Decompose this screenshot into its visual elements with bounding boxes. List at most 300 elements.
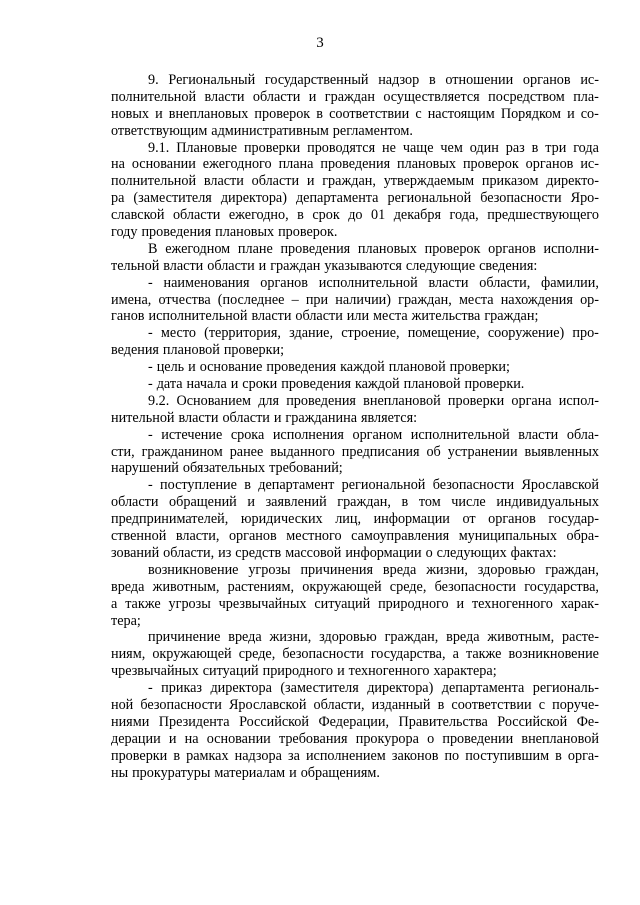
- text-word: ственной: [111, 528, 167, 545]
- text-word: государства,: [524, 578, 599, 595]
- text-word: природного: [262, 663, 334, 680]
- text-line: [111, 89, 599, 106]
- text-word: безопасности: [140, 696, 222, 713]
- text-word: исполни-: [543, 240, 599, 257]
- text-line: [111, 511, 599, 528]
- text-word: дата: [156, 376, 183, 393]
- text-word: настоящим: [427, 105, 495, 122]
- text-word: жительства: [411, 308, 481, 325]
- text-word: информации: [345, 544, 422, 561]
- text-word: сти,: [111, 443, 135, 460]
- text-word: ис-: [580, 156, 599, 173]
- text-word: директора): [220, 190, 287, 207]
- text-word: ежегодном: [165, 240, 231, 257]
- text-word: гражданина: [285, 409, 358, 426]
- text-word: проведения: [266, 359, 337, 376]
- text-word: угрозы: [248, 561, 291, 578]
- text-word: 9.: [148, 72, 159, 88]
- text-word: органов: [260, 274, 308, 291]
- text-line: [111, 241, 599, 258]
- text-word: Фе-: [576, 713, 599, 730]
- text-word: в: [316, 105, 323, 122]
- text-word: информации: [373, 511, 450, 528]
- text-word: соответствии: [451, 696, 532, 713]
- text-word: также: [465, 646, 502, 663]
- text-word: ор-: [580, 291, 599, 308]
- text-word: истечение: [161, 426, 223, 443]
- text-word: -: [148, 680, 153, 697]
- text-word: среде,: [389, 578, 427, 595]
- text-word: органа: [511, 392, 552, 409]
- text-word: проводятся: [307, 139, 376, 156]
- text-word: сооружение): [487, 325, 565, 342]
- text-word: возникновение: [148, 561, 239, 578]
- text-word: материалам: [214, 764, 286, 781]
- text-word: лиц,: [335, 511, 362, 528]
- text-word: государственный: [264, 72, 369, 88]
- text-word: ганов: [111, 308, 145, 325]
- text-word: обращениям.: [300, 764, 380, 781]
- text-line: [111, 224, 599, 241]
- text-word: срока: [230, 426, 265, 443]
- text-word: чаще: [402, 139, 434, 156]
- text-word: обращений: [169, 494, 237, 511]
- text-word: основание: [199, 359, 263, 376]
- text-word: власти,: [175, 528, 220, 545]
- text-line: [111, 258, 599, 275]
- text-word: требований;: [269, 460, 343, 477]
- text-word: области: [251, 173, 300, 190]
- text-line: [111, 140, 599, 157]
- text-word: ежегодно,: [228, 207, 289, 224]
- text-line: [111, 663, 599, 680]
- text-word: осуществляется: [383, 88, 480, 105]
- text-word: органов: [522, 72, 571, 88]
- text-word: Ярославской: [228, 696, 307, 713]
- text-word: исполнительной: [148, 308, 248, 325]
- text-word: проверок: [462, 156, 519, 173]
- text-word: расте-: [562, 629, 599, 646]
- text-word: плана: [278, 156, 314, 173]
- text-word: плановых: [215, 224, 275, 241]
- text-word: (территория,: [204, 325, 281, 342]
- text-word: плановой: [388, 359, 446, 376]
- text-word: три: [545, 139, 567, 156]
- text-word: рамках: [186, 747, 229, 764]
- text-word: проверок: [424, 240, 481, 257]
- text-word: области: [111, 494, 159, 511]
- text-line: [111, 292, 599, 309]
- text-word: и: [289, 764, 297, 781]
- text-line: [111, 460, 599, 477]
- text-word: жизни,: [269, 629, 312, 646]
- text-word: также: [125, 595, 161, 612]
- text-word: предписания: [341, 443, 420, 460]
- text-word: граждан,: [398, 291, 452, 308]
- text-word: административным: [211, 122, 329, 139]
- text-line: [111, 207, 599, 224]
- text-word: (заместителя: [133, 190, 212, 207]
- text-word: строение,: [341, 325, 400, 342]
- text-word: граждан,: [384, 629, 439, 646]
- text-word: и: [230, 376, 239, 393]
- text-word: -: [148, 376, 153, 393]
- text-word: власти: [203, 173, 244, 190]
- text-word: животным,: [152, 578, 220, 595]
- text-line: [111, 697, 599, 714]
- text-word: указываются: [324, 257, 402, 274]
- text-line: [111, 714, 599, 731]
- text-word: раз: [505, 139, 525, 156]
- text-word: внеплановой: [363, 392, 441, 409]
- text-word: власти: [428, 274, 469, 291]
- text-word: внеплановой: [521, 730, 599, 747]
- text-word: следующих: [436, 544, 507, 561]
- text-word: граждан: [270, 257, 321, 274]
- text-word: и: [306, 173, 315, 190]
- text-word: начала: [186, 376, 227, 393]
- text-word: техногенного: [471, 595, 553, 612]
- text-word: плановых: [397, 156, 457, 173]
- text-word: от: [462, 511, 476, 528]
- text-word: плановой: [162, 342, 220, 359]
- text-word: в: [555, 747, 562, 764]
- text-word: плане: [237, 240, 273, 257]
- text-word: вреда: [446, 629, 480, 646]
- text-word: ведения: [111, 342, 159, 359]
- text-word: о: [425, 544, 433, 561]
- text-word: в: [531, 139, 539, 156]
- text-word: и: [247, 494, 255, 511]
- text-word: (заместителя: [280, 680, 359, 697]
- text-word: сроки: [242, 376, 278, 393]
- text-word: ситуаций: [202, 663, 259, 680]
- text-word: проверки: [111, 747, 168, 764]
- text-word: директора: [210, 680, 272, 697]
- text-word: предпринимателей,: [111, 511, 229, 528]
- text-word: государства,: [370, 646, 446, 663]
- text-word: испол-: [558, 392, 599, 409]
- text-word: причинения: [300, 561, 374, 578]
- text-word: граждан,: [545, 561, 599, 578]
- text-line: [111, 190, 599, 207]
- text-word: области: [222, 409, 270, 426]
- text-word: фактах:: [510, 544, 557, 561]
- text-word: нахождения: [500, 291, 573, 308]
- text-word: Яро-: [570, 190, 599, 207]
- text-word: обла-: [566, 426, 599, 443]
- text-word: региональной: [387, 190, 472, 207]
- text-word: до: [348, 207, 363, 224]
- text-word: ответствующим: [111, 122, 208, 139]
- text-word: проверки: [447, 392, 505, 409]
- page-number: 3: [316, 35, 324, 51]
- text-word: прокуратуры: [132, 764, 211, 781]
- text-word: отношении: [445, 72, 514, 88]
- text-word: утверждаемым: [383, 173, 475, 190]
- text-word: -: [148, 426, 153, 443]
- text-word: Российской: [497, 713, 568, 730]
- text-word: проведения: [320, 156, 391, 173]
- text-word: ис-: [580, 72, 599, 88]
- text-word: году: [111, 224, 138, 241]
- text-word: регламентом.: [332, 122, 413, 139]
- text-word: и: [308, 88, 317, 105]
- text-word: из: [218, 544, 232, 561]
- text-word: основании: [131, 156, 196, 173]
- text-word: и: [337, 663, 345, 680]
- text-word: каждой: [340, 359, 385, 376]
- text-line: [111, 427, 599, 444]
- text-word: проверки.: [464, 376, 525, 393]
- text-word: средств: [235, 544, 282, 561]
- text-word: Основанием: [176, 392, 251, 409]
- text-word: и: [155, 105, 163, 122]
- text-word: -: [148, 274, 153, 291]
- text-line: [111, 308, 599, 325]
- text-word: вреда: [228, 629, 262, 646]
- text-line: [111, 325, 599, 342]
- text-word: помещение,: [407, 325, 480, 342]
- text-word: и: [168, 730, 177, 747]
- text-word: безопасности: [432, 477, 515, 494]
- text-line: [111, 748, 599, 765]
- text-word: посредством: [488, 88, 565, 105]
- text-word: (последнее: [217, 291, 285, 308]
- text-line: [111, 562, 599, 579]
- text-word: наименования: [163, 274, 250, 291]
- text-word: области: [295, 308, 343, 325]
- text-word: чрезвычайных: [111, 663, 199, 680]
- text-word: в: [173, 747, 181, 764]
- text-word: здание,: [289, 325, 334, 342]
- text-word: том: [418, 494, 441, 511]
- text-word: области: [207, 257, 255, 274]
- text-word: угрозы: [168, 595, 211, 612]
- text-word: отчества: [158, 291, 211, 308]
- text-word: животным,: [487, 629, 555, 646]
- text-word: власти: [163, 257, 204, 274]
- text-word: 01: [371, 207, 386, 224]
- text-word: области,: [163, 544, 215, 561]
- text-line: [111, 444, 599, 461]
- text-line: [111, 545, 599, 562]
- text-word: наличии): [335, 291, 391, 308]
- text-word: здоровью: [477, 561, 536, 578]
- text-word: имена,: [111, 291, 152, 308]
- text-line: [111, 376, 599, 393]
- text-word: плановых: [357, 240, 417, 257]
- text-line: [111, 494, 599, 511]
- text-line: [111, 596, 599, 613]
- text-word: чем: [440, 139, 463, 156]
- text-line: [111, 156, 599, 173]
- text-word: один: [469, 139, 499, 156]
- text-line: [111, 410, 599, 427]
- text-word: тельной: [111, 257, 160, 274]
- text-word: выданного: [270, 443, 335, 460]
- text-word: поруче-: [552, 696, 599, 713]
- text-line: [111, 528, 599, 545]
- text-word: окружающей: [302, 578, 382, 595]
- text-word: славской: [111, 207, 165, 224]
- text-word: природного: [378, 595, 449, 612]
- text-word: проверок.: [278, 224, 338, 241]
- text-word: ниями: [111, 713, 150, 730]
- text-word: жизни,: [426, 561, 468, 578]
- text-word: срок: [312, 207, 340, 224]
- text-word: про-: [572, 325, 599, 342]
- text-word: ранее: [229, 443, 264, 460]
- text-word: индивидуальных: [496, 494, 599, 511]
- text-word: фамилии,: [541, 274, 599, 291]
- text-word: полнительной: [111, 173, 197, 190]
- text-word: полнительной: [111, 88, 197, 105]
- text-word: органов: [488, 511, 536, 528]
- text-word: возникновение: [508, 646, 599, 663]
- text-word: и: [567, 105, 575, 122]
- text-word: поступившим: [465, 747, 550, 764]
- text-word: требования: [278, 730, 348, 747]
- text-word: с: [538, 696, 545, 713]
- text-word: ниям,: [111, 646, 146, 663]
- text-word: проведения: [286, 392, 356, 409]
- text-line: [111, 123, 599, 140]
- text-word: харак-: [560, 595, 599, 612]
- text-word: власти: [251, 308, 292, 325]
- text-word: области: [172, 207, 221, 224]
- text-line: [111, 359, 599, 376]
- text-word: чрезвычайных: [218, 595, 307, 612]
- text-word: Президента: [158, 713, 230, 730]
- text-word: техногенного: [348, 663, 430, 680]
- text-word: следующие: [405, 257, 476, 274]
- text-word: области: [252, 88, 301, 105]
- text-line: [111, 680, 599, 697]
- text-word: сведения:: [479, 257, 538, 274]
- text-word: а: [111, 595, 118, 612]
- text-word: среде,: [238, 646, 276, 663]
- text-word: власти: [518, 426, 559, 443]
- text-word: изданный: [371, 696, 431, 713]
- text-word: вреда: [111, 578, 145, 595]
- text-word: надзор: [378, 72, 420, 88]
- text-word: обра-: [566, 528, 599, 545]
- text-word: на: [184, 730, 199, 747]
- text-word: муниципальных: [458, 528, 557, 545]
- text-word: проведения: [280, 240, 351, 257]
- text-word: года: [573, 139, 599, 156]
- text-word: и: [188, 359, 196, 376]
- text-line: [111, 731, 599, 748]
- text-word: в: [428, 72, 436, 88]
- text-word: проверки;: [449, 359, 510, 376]
- text-word: проведения: [281, 376, 351, 393]
- text-word: безопасности: [282, 646, 364, 663]
- text-word: и: [456, 595, 465, 612]
- text-word: органов: [228, 528, 277, 545]
- text-word: Региональный: [168, 72, 256, 88]
- text-word: департамента: [295, 190, 379, 207]
- text-word: государ-: [548, 511, 599, 528]
- text-word: –: [291, 291, 299, 308]
- text-line: [111, 173, 599, 190]
- text-word: основании: [206, 730, 271, 747]
- text-word: исполнения: [272, 426, 344, 443]
- text-line: [111, 275, 599, 292]
- text-word: тера;: [111, 612, 141, 629]
- text-word: нарушений: [111, 460, 179, 477]
- text-word: граждан,: [322, 173, 376, 190]
- text-word: местного: [286, 528, 342, 545]
- text-word: заявлений: [265, 494, 327, 511]
- text-word: В: [148, 240, 158, 257]
- text-word: безопасности: [480, 190, 562, 207]
- text-word: приказ: [161, 680, 203, 697]
- text-word: массовой: [285, 544, 342, 561]
- text-word: безопасности: [434, 578, 517, 595]
- text-word: место: [160, 325, 196, 342]
- text-word: прокурора: [355, 730, 419, 747]
- text-word: региональной: [341, 477, 426, 494]
- text-word: -: [148, 325, 153, 342]
- text-word: Российской: [239, 713, 309, 730]
- text-word: со-: [580, 105, 599, 122]
- text-word: числе: [451, 494, 486, 511]
- text-word: по: [444, 747, 460, 764]
- text-word: проверки;: [223, 342, 285, 359]
- text-word: плановой: [403, 376, 461, 393]
- text-word: является:: [360, 409, 418, 426]
- text-word: о: [427, 730, 435, 747]
- text-word: за: [287, 747, 300, 764]
- text-word: на: [111, 156, 125, 173]
- text-word: причинение: [148, 629, 221, 646]
- text-word: в: [401, 494, 409, 511]
- text-word: или: [346, 308, 370, 325]
- text-word: в: [297, 207, 304, 224]
- text-word: и: [258, 257, 267, 274]
- text-word: Порядком: [500, 105, 561, 122]
- text-word: власти: [204, 88, 245, 105]
- text-word: департамента: [441, 680, 525, 697]
- text-word: нительной: [111, 409, 175, 426]
- text-word: поступление: [160, 477, 237, 494]
- text-word: каждой: [354, 376, 400, 393]
- text-word: Плановые: [176, 139, 238, 156]
- text-word: директо-: [546, 173, 599, 190]
- text-line: [111, 72, 599, 89]
- text-word: с: [415, 105, 422, 122]
- text-word: проведении: [442, 730, 514, 747]
- text-word: в: [437, 696, 445, 713]
- text-word: граждан: [324, 88, 375, 105]
- text-word: департамент: [258, 477, 335, 494]
- text-word: директора): [367, 680, 434, 697]
- text-word: ежегодного: [202, 156, 272, 173]
- text-word: ны: [111, 764, 129, 781]
- text-word: и: [273, 409, 282, 426]
- text-word: власти: [178, 409, 219, 426]
- text-line: [111, 646, 599, 663]
- text-word: места: [458, 291, 494, 308]
- text-word: об: [426, 443, 441, 460]
- text-word: граждан;: [484, 308, 539, 325]
- text-line: [111, 613, 599, 630]
- text-line: [111, 106, 599, 123]
- text-word: растениям,: [227, 578, 295, 595]
- text-word: устранении: [447, 443, 518, 460]
